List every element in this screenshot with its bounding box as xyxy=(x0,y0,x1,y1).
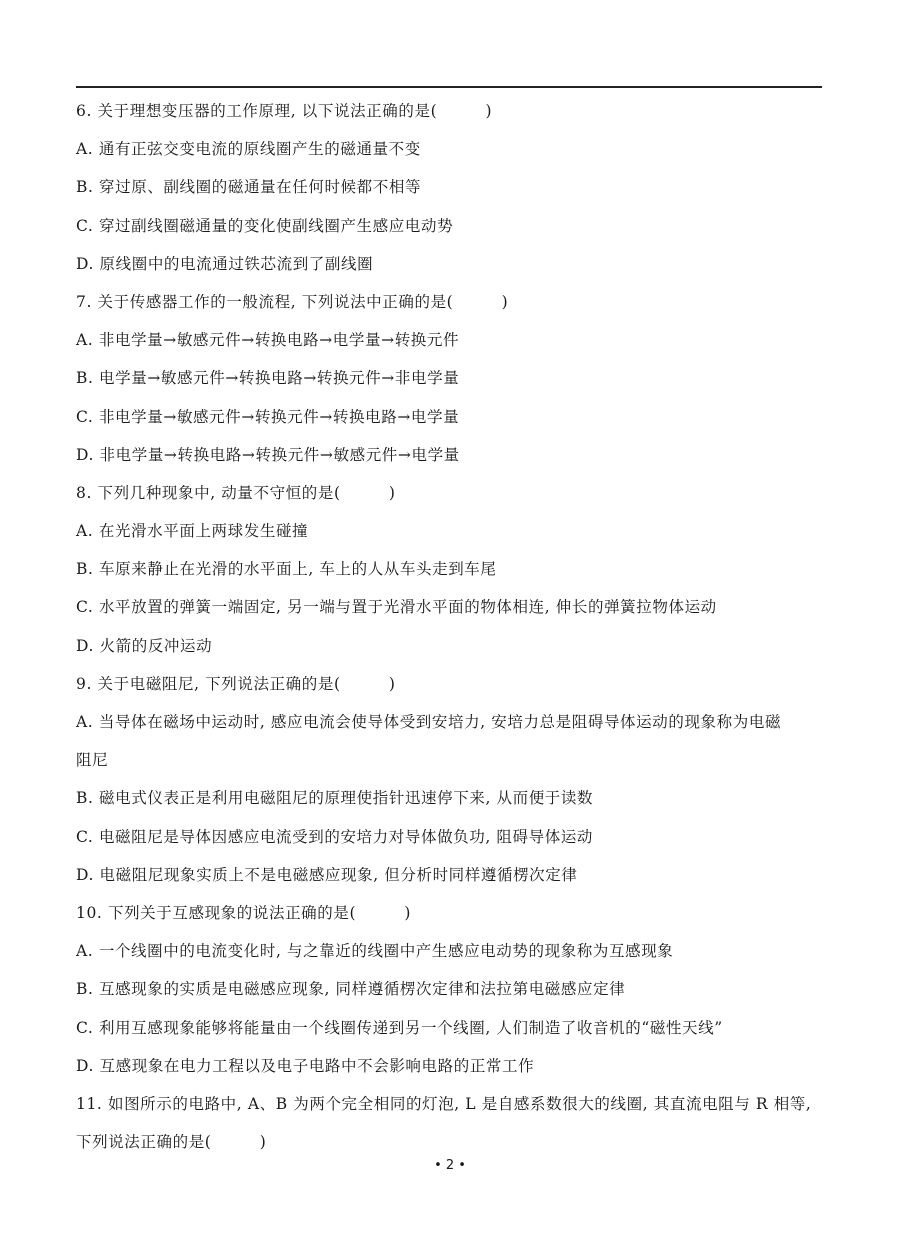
answer-option: 阻尼 xyxy=(76,751,109,770)
answer-option: D. 非电学量→转换电路→转换元件→敏感元件→电学量 xyxy=(76,445,460,464)
answer-option: C. 利用互感现象能够将能量由一个线圈传递到另一个线圈, 人们制造了收音机的“磁性天线” xyxy=(76,1018,723,1037)
answer-option: C. 穿过副线圈磁通量的变化使副线圈产生感应电动势 xyxy=(76,216,454,235)
question-stem: 9. 关于电磁阻尼, 下列说法正确的是( ) xyxy=(76,674,396,693)
answer-option: A. 在光滑水平面上两球发生碰撞 xyxy=(76,522,309,541)
header-rule xyxy=(76,86,822,88)
answer-option: A. 一个线圈中的电流变化时, 与之靠近的线圈中产生感应电动势的现象称为互感现象 xyxy=(76,942,674,961)
question-q9 xyxy=(76,665,826,894)
answer-option: C. 水平放置的弹簧一端固定, 另一端与置于光滑水平面的物体相连, 伸长的弹簧拉物体运动 xyxy=(76,598,717,617)
question-q8 xyxy=(76,474,826,665)
question-stem: 7. 关于传感器工作的一般流程, 下列说法中正确的是( ) xyxy=(76,292,509,311)
answer-option: B. 车原来静止在光滑的水平面上, 车上的人从车头走到车尾 xyxy=(76,560,497,579)
answer-option: D. 原线圈中的电流通过铁芯流到了副线圈 xyxy=(76,254,374,273)
answer-option: B. 穿过原、副线圈的磁通量在任何时候都不相等 xyxy=(76,178,422,197)
question-stem: 下列说法正确的是( ) xyxy=(76,1133,267,1152)
question-stem: 11. 如图所示的电路中, A、B 为两个完全相同的灯泡, L 是自感系数很大的线圈, 其直流电阻与 R 相等, xyxy=(76,1094,812,1113)
answer-option: B. 互感现象的实质是电磁感应现象, 同样遵循楞次定律和法拉第电磁感应定律 xyxy=(76,980,626,999)
question-q10 xyxy=(76,894,826,1085)
page-number: • 2 • xyxy=(434,1158,466,1173)
answer-option: C. 电磁阻尼是导体因感应电流受到的安培力对导体做负功, 阻碍导体运动 xyxy=(76,827,594,846)
question-stem: 10. 下列关于互感现象的说法正确的是( ) xyxy=(76,903,412,922)
question-q7 xyxy=(76,283,826,474)
answer-option: A. 非电学量→敏感元件→转换电路→电学量→转换元件 xyxy=(76,331,460,350)
question-list xyxy=(76,92,826,1161)
question-stem: 6. 关于理想变压器的工作原理, 以下说法正确的是( ) xyxy=(76,102,493,120)
answer-option: C. 非电学量→敏感元件→转换元件→转换电路→电学量 xyxy=(76,407,460,426)
question-q11 xyxy=(76,1085,826,1161)
answer-option: D. 电磁阻尼现象实质上不是电磁感应现象, 但分析时同样遵循楞次定律 xyxy=(76,865,578,884)
answer-option: A. 当导体在磁场中运动时, 感应电流会使导体受到安培力, 安培力总是阻碍导体运动的现象称为电磁 xyxy=(76,713,782,731)
answer-option: B. 磁电式仪表正是利用电磁阻尼的原理使指针迅速停下来, 从而便于读数 xyxy=(76,789,594,808)
answer-option: A. 通有正弦交变电流的原线圈产生的磁通量不变 xyxy=(76,140,421,159)
question-q6 xyxy=(76,92,826,283)
answer-option: B. 电学量→敏感元件→转换电路→转换元件→非电学量 xyxy=(76,369,460,388)
question-stem: 8. 下列几种现象中, 动量不守恒的是( ) xyxy=(76,483,396,502)
answer-option: D. 互感现象在电力工程以及电子电路中不会影响电路的正常工作 xyxy=(76,1056,535,1075)
answer-option: D. 火箭的反冲运动 xyxy=(76,636,213,655)
